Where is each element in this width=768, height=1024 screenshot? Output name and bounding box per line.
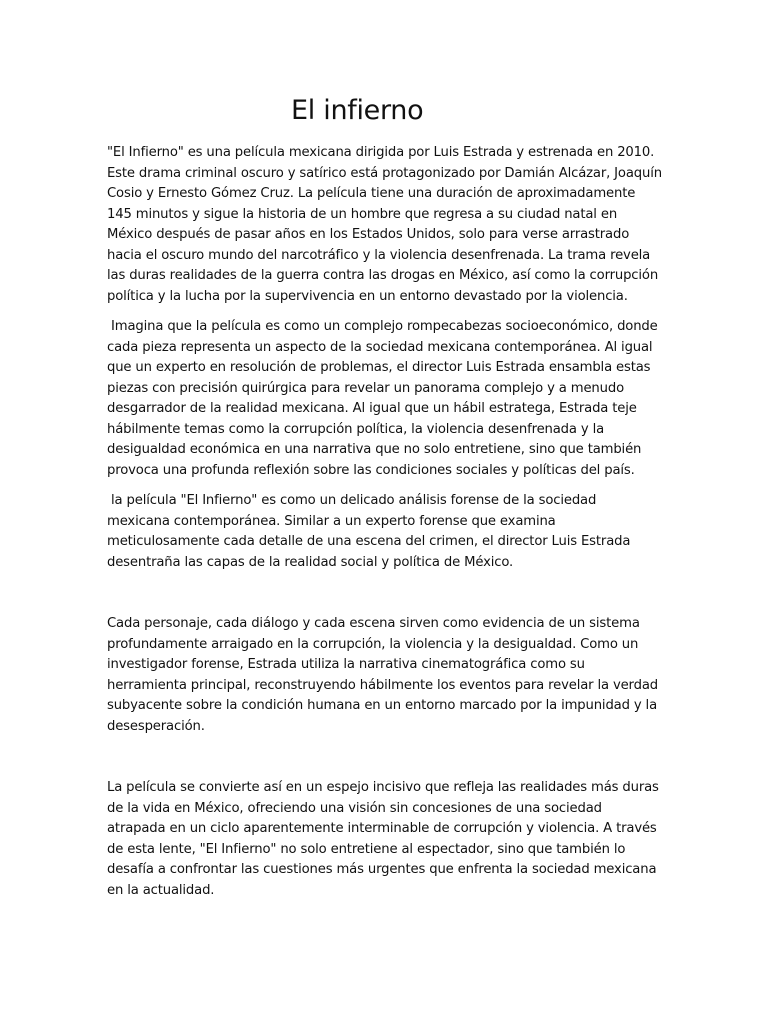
paragraph-conclusion: La película se convierte así en un espejo incisivo que refleja las realidades más duras de la vida en México, ofreciendo una visión sin concesiones de una sociedad atrapada en un ciclo aparentemente interminable de corrupción y violencia. A través de esta lente, "El Infierno" no solo entretiene al espectador, sino que también lo desafía a confrontar las cuestiones más urgentes que enfrenta la sociedad mexicana en la actualidad.	[107, 780, 663, 898]
document-title: El infierno	[291, 95, 424, 126]
paragraph-evidence: Cada personaje, cada diálogo y cada escena sirven como evidencia de un sistema profundamente arraigado en la corrupción, la violencia y la desigualdad. Como un investigador forense, Estrada utiliza la narrativa cinematográfica como su herramienta principal, reconstruyendo hábilmente los eventos para revelar la verdad subyacente sobre la condición humana en un entorno marcado por la impunidad y la desesperación.	[107, 616, 663, 734]
paragraph-intro: "El Infierno" es una película mexicana dirigida por Luis Estrada y estrenada en 2010. Este drama criminal oscuro y satírico está protagonizado por Damián Alcázar, Joaquín Cosio y Ernesto Gómez Cruz. La película tiene una duración de aproximadamente 145 minutos y sigue la historia de un hombre que regresa a su ciudad natal en México después de pasar años en los Estados Unidos, solo para verse arrastrado hacia el oscuro mundo del narcotráfico y la violencia desenfrenada. La trama revela las duras realidades de la guerra contra las drogas en México, así como la corrupción política y la lucha por la supervivencia en un entorno devastado por la violencia.	[107, 145, 666, 304]
paragraph-forensic-analysis: la película "El Infierno" es como un delicado análisis forense de la sociedad mexicana contemporánea. Similar a un experto forense que examina meticulosamente cada detalle de una escena del crimen, el director Luis Estrada desentraña las capas de la realidad social y política de México.	[107, 493, 635, 570]
document-body	[107, 143, 666, 901]
paragraph-puzzle-analogy: Imagina que la película es como un complejo rompecabezas socioeconómico, donde cada pieza representa un aspecto de la sociedad mexicana contemporánea. Al igual que un experto en resolución de problemas, el director Luis Estrada ensambla estas piezas con precisión quirúrgica para revelar un panorama complejo y a menudo desgarrador de la realidad mexicana. Al igual que un hábil estratega, Estrada teje hábilmente temas como la corrupción política, la violencia desenfrenada y la desigualdad económica en una narrativa que no solo entretiene, sino que también provoca una profunda reflexión sobre las condiciones sociales y políticas del país.	[107, 319, 662, 478]
